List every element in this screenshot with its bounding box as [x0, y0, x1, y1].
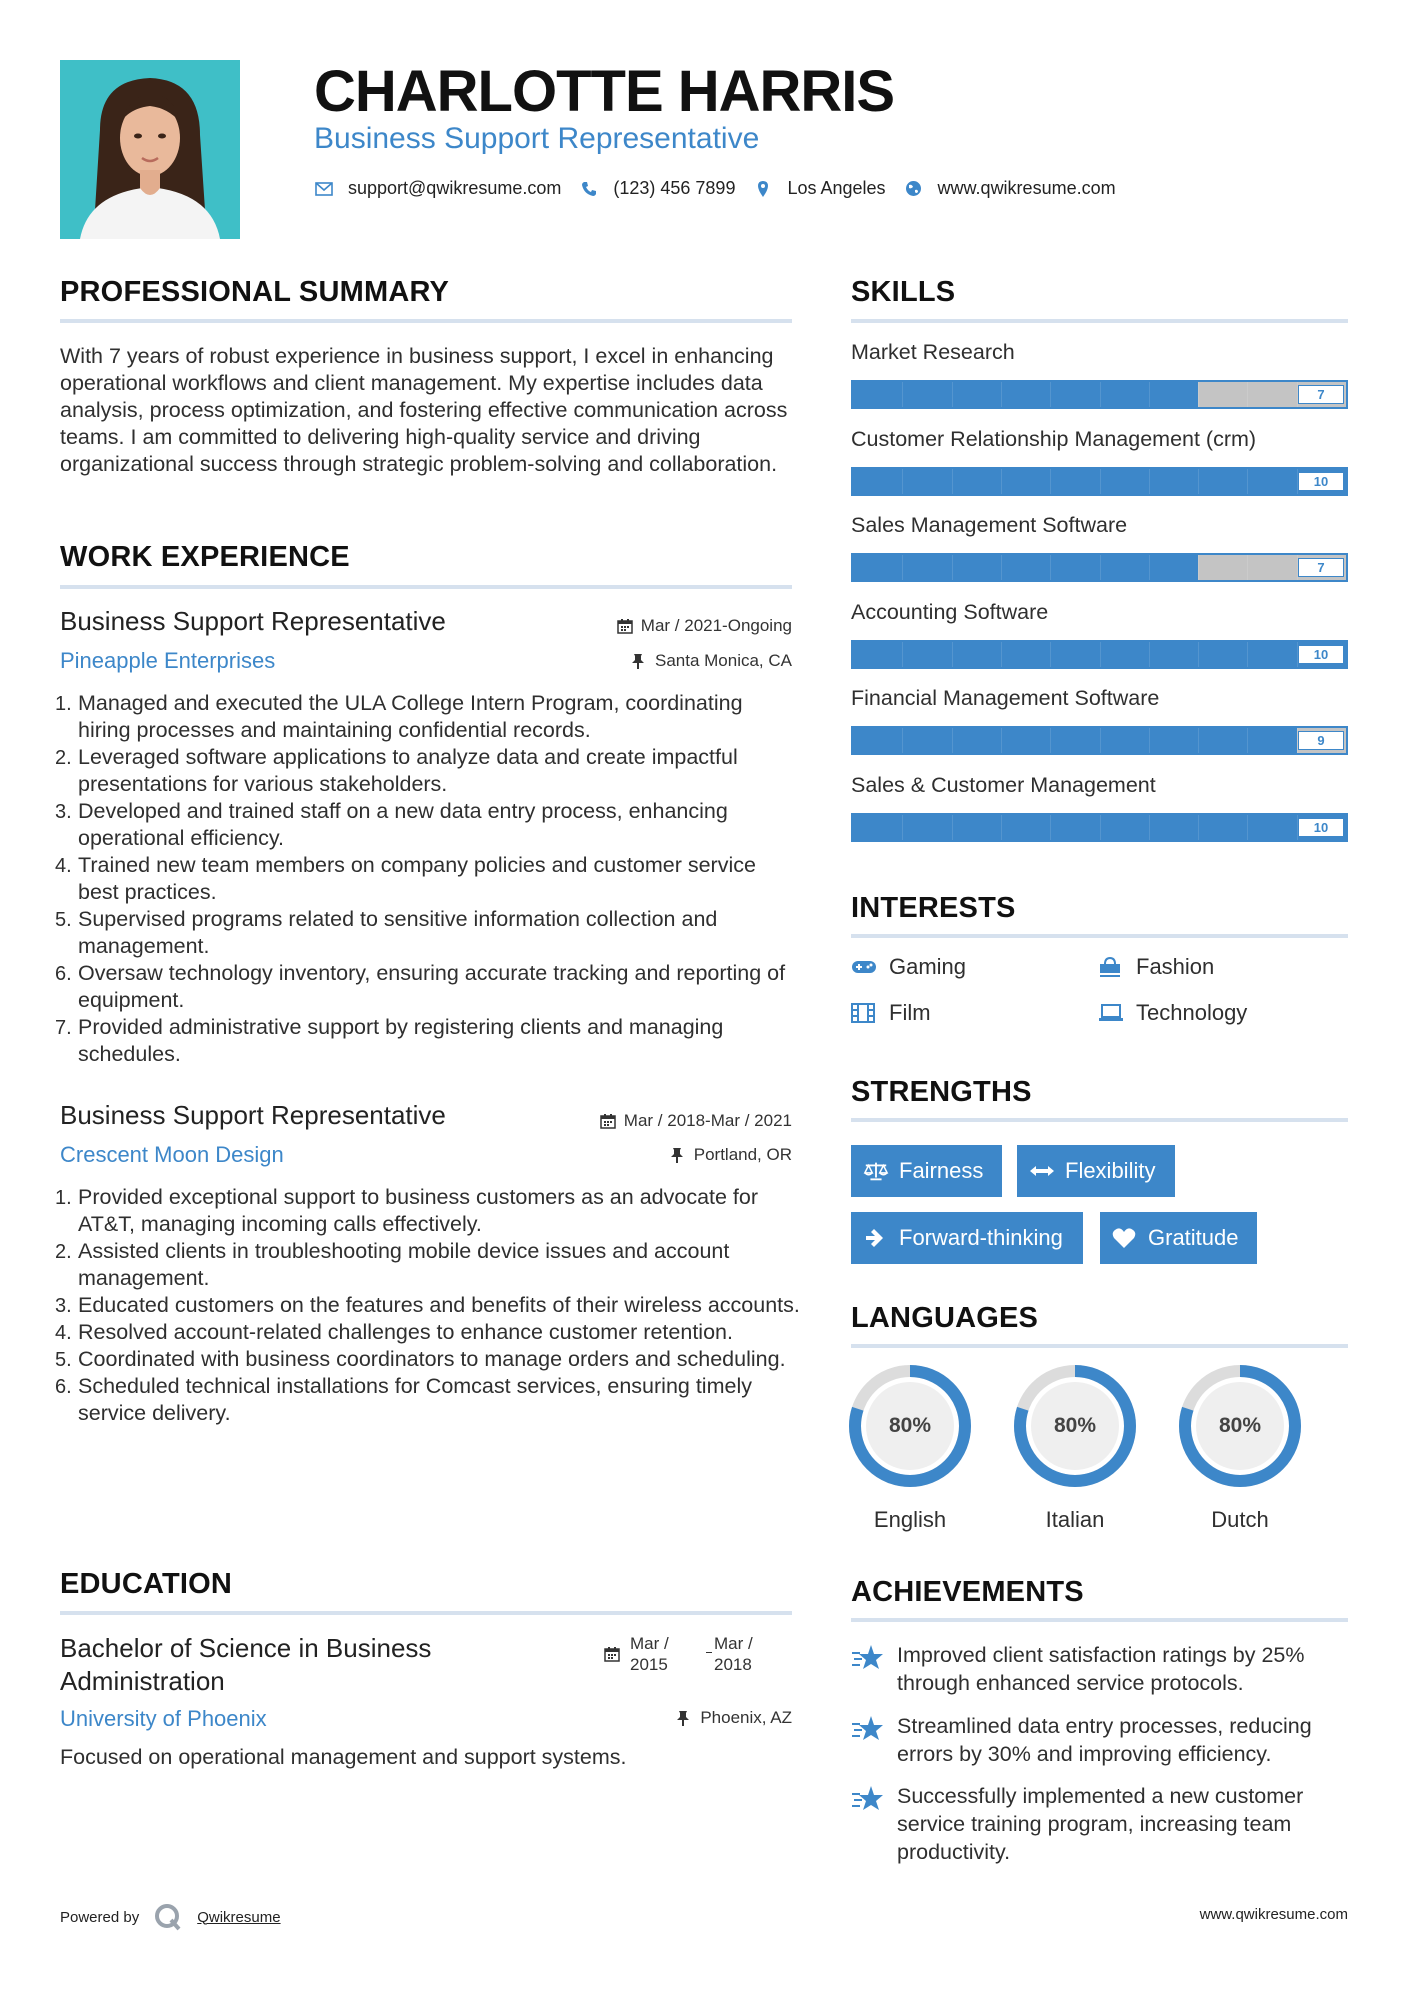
skill-bar: [851, 467, 1348, 496]
skill-bar-segment: [1001, 728, 1002, 753]
skill-bar-segment: [1198, 382, 1199, 407]
skill-bar: [851, 813, 1348, 842]
interests-heading: INTERESTS: [851, 892, 1016, 924]
summary-text: With 7 years of robust experience in business support, I excel in enhancing operational workflows and client management. My expertise includes data analysis, process optimization, and fostering effective communication across teams. I am committed to delivering high-quality service and driving organizational success through strategic problem-solving and collaboration.: [60, 344, 788, 476]
list-item: Leveraged software applications to analyze data and create impactful presentations for various stakeholders.: [78, 745, 738, 796]
skills-heading: SKILLS: [851, 276, 956, 308]
job-date: Mar / 2021-Ongoing: [617, 616, 792, 636]
summary-heading: PROFESSIONAL SUMMARY: [60, 276, 450, 308]
strength-tag: Forward-thinking: [851, 1212, 1083, 1264]
skill-bar-segment: [1100, 642, 1101, 667]
language-item: [1013, 1364, 1137, 1532]
school-name: University of Phoenix: [60, 1706, 267, 1731]
arrows-horizontal-icon: [1029, 1160, 1055, 1182]
languages-heading: LANGUAGES: [851, 1302, 1039, 1334]
skill-bar-segment: [952, 382, 953, 407]
interest-item: Technology: [1098, 1000, 1247, 1026]
skill-bar-segment: [1001, 642, 1002, 667]
job-location: Santa Monica, CA: [631, 651, 792, 671]
skill-bar-segment: [1198, 469, 1199, 494]
skill-value: 10: [1298, 645, 1344, 664]
skill-bar-segment: [952, 728, 953, 753]
skill-bar: [851, 553, 1348, 582]
skill-value: 10: [1298, 472, 1344, 491]
skill-bar-segment: [1001, 815, 1002, 840]
skill-bar-segment: [1247, 642, 1248, 667]
education-description: Focused on operational management and support systems.: [60, 1745, 627, 1769]
skill-bar-segment: [1050, 555, 1051, 580]
strengths-divider: [851, 1118, 1348, 1122]
skill-bar-segment: [1001, 469, 1002, 494]
skill-bar: [851, 640, 1348, 669]
skill-bar-segment: [952, 815, 953, 840]
education-location: Phoenix, AZ: [676, 1708, 792, 1728]
education-start-date: Mar / 2015: [630, 1634, 669, 1674]
job-title: Business Support Representative: [60, 606, 446, 636]
skill-bar-segment: [1100, 469, 1101, 494]
map-marker-icon: [753, 179, 773, 199]
pushpin-icon: [676, 1710, 692, 1726]
skill-bar-segment: [902, 815, 903, 840]
list-item: Supervised programs related to sensitive information collection and management.: [78, 907, 718, 958]
skill-label: Sales Management Software: [851, 513, 1128, 538]
contact-email[interactable]: support@qwikresume.com: [314, 178, 561, 199]
skill-bar-segment: [952, 555, 953, 580]
list-item: Assisted clients in troubleshooting mobile device issues and account management.: [78, 1239, 730, 1290]
contact-location: Los Angeles: [753, 178, 885, 199]
skill-bar-segment: [1149, 815, 1150, 840]
calendar-icon: [600, 1113, 616, 1129]
list-item: Coordinated with business coordinators to manage orders and scheduling.: [78, 1347, 786, 1371]
globe-icon: [904, 179, 924, 199]
languages-divider: [851, 1344, 1348, 1348]
interest-item: Film: [851, 1000, 931, 1026]
skill-bar-segment: [902, 555, 903, 580]
achievement-item: Improved client satisfaction ratings by 25% through enhanced service protocols.: [851, 1641, 1351, 1697]
skill-bar-segment: [1050, 469, 1051, 494]
list-item: Resolved account-related challenges to enhance customer retention.: [78, 1320, 733, 1344]
skill-bar-segment: [1050, 382, 1051, 407]
skill-bar-segment: [1001, 555, 1002, 580]
contact-website[interactable]: www.qwikresume.com: [904, 178, 1116, 199]
skill-bar-segment: [1198, 642, 1199, 667]
skill-bar-segment: [1247, 555, 1248, 580]
skill-bar-segment: [1050, 728, 1051, 753]
language-name: English: [873, 1507, 947, 1532]
envelope-icon: [314, 179, 334, 199]
list-item: Developed and trained staff on a new data entry process, enhancing operational efficiency.: [78, 799, 728, 850]
arrow-right-icon: [863, 1227, 889, 1249]
language-name: Italian: [1045, 1507, 1105, 1532]
star-icon: [851, 1643, 885, 1673]
list-item: Provided administrative support by registering clients and managing schedules.: [78, 1015, 724, 1066]
job-title: Business Support Representative: [60, 1100, 446, 1130]
skill-bar-segment: [1247, 815, 1248, 840]
skill-bar-fill: [853, 555, 1198, 580]
skill-bar-segment: [902, 642, 903, 667]
skill-label: Accounting Software: [851, 599, 1049, 624]
skill-bar-segment: [952, 642, 953, 667]
contact-bar: [314, 178, 1134, 199]
skill-bar-segment: [952, 469, 953, 494]
education-divider: [60, 1611, 792, 1615]
language-item: [1178, 1364, 1302, 1532]
heart-icon: [1112, 1227, 1138, 1249]
profile-photo: [60, 60, 240, 239]
skills-divider: [851, 319, 1348, 323]
skill-value: 7: [1298, 558, 1344, 577]
skill-bar-segment: [902, 728, 903, 753]
education-end-date: Mar / 2018: [714, 1634, 753, 1674]
skill-bar-fill: [853, 382, 1198, 407]
date-separator: [706, 1652, 712, 1653]
skill-bar-segment: [1198, 555, 1199, 580]
skill-bar-segment: [1001, 382, 1002, 407]
skill-label: Market Research: [851, 340, 1015, 364]
skill-bar-segment: [1100, 382, 1101, 407]
skill-bar: [851, 380, 1348, 409]
skill-bar-segment: [1149, 469, 1150, 494]
strength-tag: Fairness: [851, 1145, 1002, 1197]
interests-divider: [851, 934, 1348, 938]
gamepad-icon: [851, 956, 877, 978]
language-name: Dutch: [1211, 1507, 1269, 1532]
skill-bar: [851, 726, 1348, 755]
company-name: Pineapple Enterprises: [60, 648, 276, 673]
skill-bar-segment: [1149, 555, 1150, 580]
candidate-role: Business Support Representative: [314, 122, 760, 155]
star-icon: [851, 1714, 885, 1744]
phone-icon: [579, 179, 599, 199]
achievement-item: Successfully implemented a new customer service training program, increasing team productivity.: [851, 1782, 1351, 1866]
education-heading: EDUCATION: [60, 1568, 233, 1600]
film-icon: [851, 1002, 877, 1024]
star-icon: [851, 1784, 885, 1814]
degree-title: Bachelor of Science in Business Administration: [60, 1633, 432, 1696]
candidate-name: CHARLOTTE HARRIS: [314, 59, 895, 124]
language-percent: 80%: [888, 1414, 932, 1437]
skill-bar-segment: [1247, 469, 1248, 494]
skill-bar-segment: [1198, 815, 1199, 840]
company-name: Crescent Moon Design: [60, 1142, 284, 1167]
laptop-icon: [1098, 1002, 1124, 1024]
contact-phone[interactable]: (123) 456 7899: [579, 178, 735, 199]
calendar-icon: [604, 1646, 620, 1667]
work-divider: [60, 585, 792, 589]
skill-value: 7: [1298, 385, 1344, 404]
achievements-heading: ACHIEVEMENTS: [851, 1576, 1084, 1608]
skill-bar-segment: [1050, 642, 1051, 667]
skill-bar-fill: [853, 728, 1297, 753]
job-date: Mar / 2018-Mar / 2021: [600, 1111, 792, 1131]
strength-tag: Flexibility: [1017, 1145, 1175, 1197]
skill-label: Financial Management Software: [851, 686, 1160, 711]
balance-scale-icon: [863, 1160, 889, 1182]
skill-bar-segment: [1100, 815, 1101, 840]
skill-value: 10: [1298, 818, 1344, 837]
list-item: Managed and executed the ULA College Intern Program, coordinating hiring processes and maintaining confidential records.: [78, 691, 743, 742]
list-item: Scheduled technical installations for Comcast services, ensuring timely service delivery.: [78, 1374, 752, 1425]
job-bullets: [60, 690, 800, 1068]
list-item: Provided exceptional support to business customers as an advocate for AT&T, managing incoming calls effectively.: [78, 1185, 759, 1236]
skill-bar-segment: [1100, 728, 1101, 753]
calendar-icon: [617, 618, 633, 634]
qwikresume-logo-icon: [153, 1902, 183, 1932]
list-item: Educated customers on the features and benefits of their wireless accounts.: [78, 1293, 800, 1317]
skill-bar-segment: [1198, 728, 1199, 753]
skill-label: Customer Relationship Management (crm): [851, 426, 1257, 451]
skill-bar-segment: [1247, 728, 1248, 753]
pushpin-icon: [670, 1147, 686, 1163]
achievements-divider: [851, 1618, 1348, 1622]
skill-bar-segment: [902, 469, 903, 494]
language-percent: 80%: [1053, 1414, 1097, 1437]
skill-value: 9: [1298, 731, 1344, 750]
language-item: [848, 1364, 972, 1532]
skill-bar-segment: [1100, 555, 1101, 580]
footer-website[interactable]: www.qwikresume.com: [1199, 1906, 1348, 1923]
qwikresume-link[interactable]: Qwikresume: [197, 1908, 281, 1926]
shopping-bag-icon: [1098, 956, 1124, 978]
interest-item: Fashion: [1098, 954, 1214, 980]
list-item: Oversaw technology inventory, ensuring accurate tracking and reporting of equipment.: [78, 961, 786, 1012]
job-bullets: [60, 1184, 800, 1427]
footer-powered-by: Powered by Qwikresume: [60, 1902, 281, 1932]
skill-bar-segment: [902, 382, 903, 407]
strengths-heading: STRENGTHS: [851, 1076, 1032, 1108]
skill-label: Sales & Customer Management: [851, 773, 1156, 797]
strength-tag: Gratitude: [1100, 1212, 1257, 1264]
work-heading: WORK EXPERIENCE: [60, 541, 350, 573]
pushpin-icon: [631, 653, 647, 669]
skill-bar-segment: [1149, 728, 1150, 753]
list-item: Trained new team members on company policies and customer service best practices.: [78, 853, 756, 904]
interest-item: Gaming: [851, 954, 966, 980]
skill-bar-segment: [1050, 815, 1051, 840]
skill-bar-segment: [1149, 382, 1150, 407]
skill-bar-segment: [1149, 642, 1150, 667]
skill-bar-segment: [1247, 382, 1248, 407]
job-location: Portland, OR: [670, 1145, 792, 1165]
achievement-item: Streamlined data entry processes, reducing errors by 30% and improving efficiency.: [851, 1712, 1351, 1768]
summary-divider: [60, 319, 792, 323]
language-percent: 80%: [1218, 1414, 1262, 1437]
